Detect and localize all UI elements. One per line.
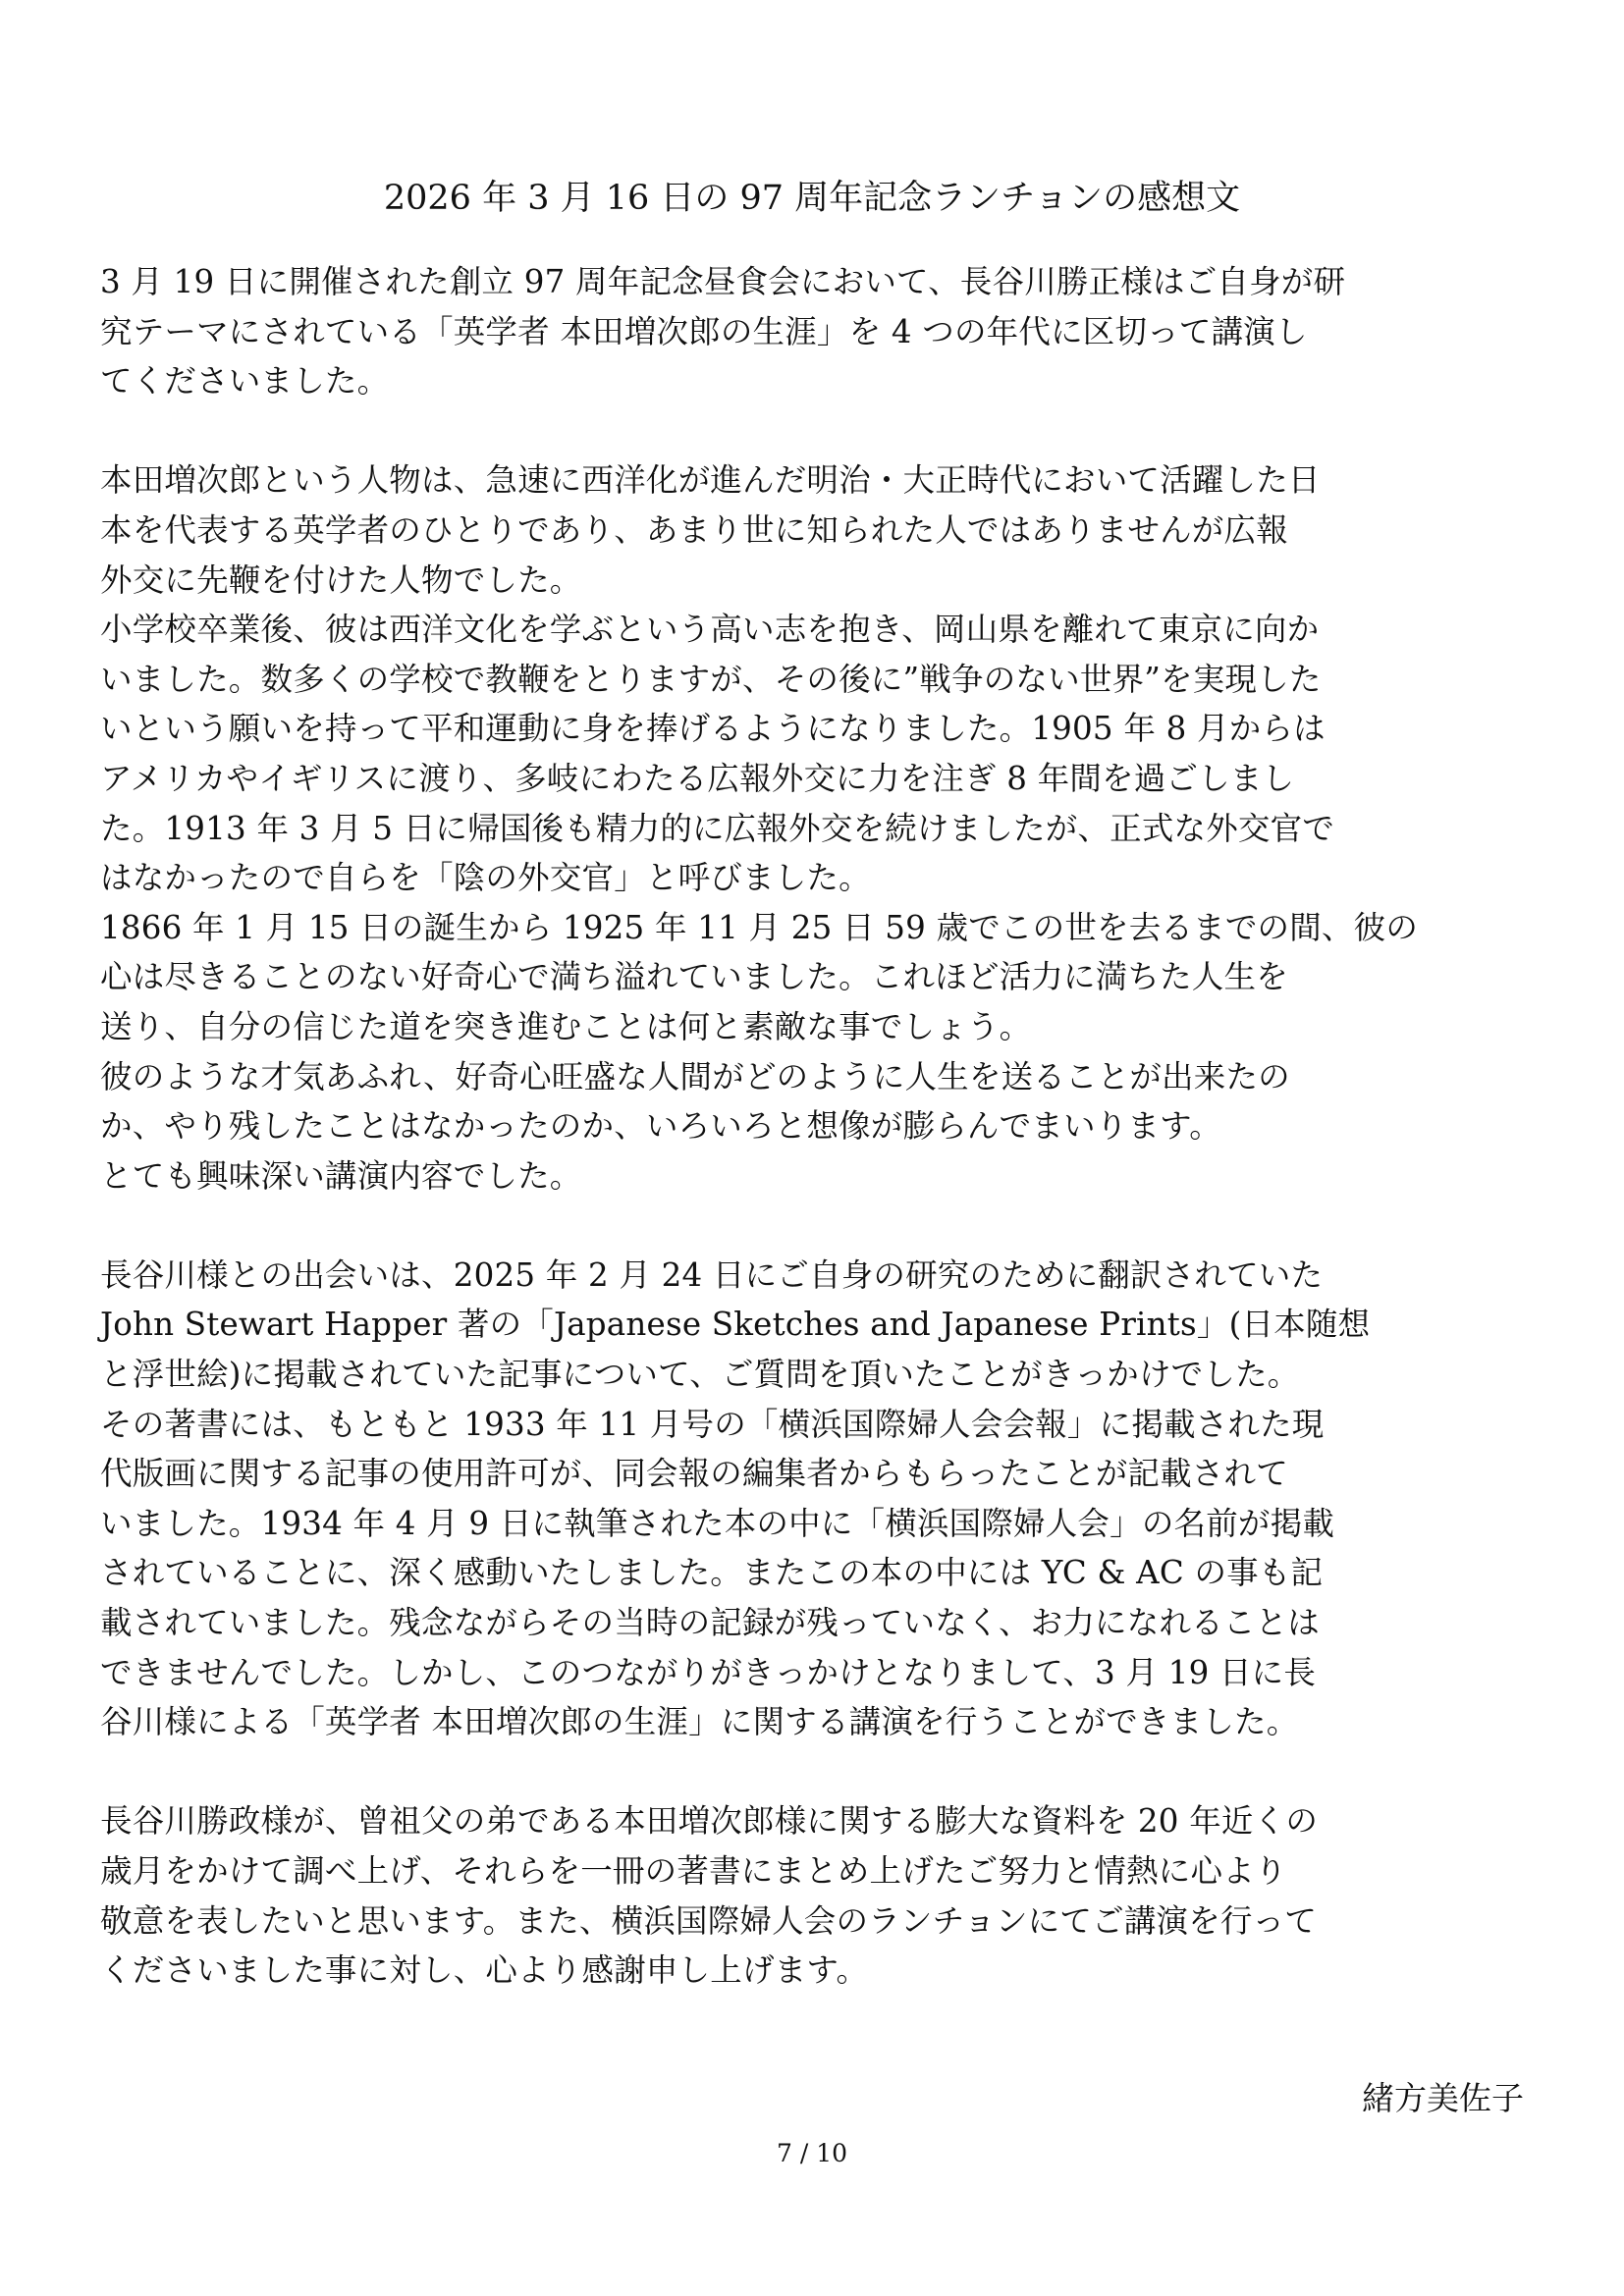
- text-line: 究テーマにされている「英学者 本田増次郎の生涯」を 4 つの年代に区切って講演し: [100, 312, 1308, 350]
- text-line: 彼のような才気あふれ、好奇心旺盛な人間がどのように人生を送ることが出来たの: [100, 1057, 1290, 1095]
- text-line: その著書には、もともと 1933 年 11 月号の「横浜国際婦人会会報」に掲載された現: [100, 1405, 1325, 1443]
- paragraph: [100, 1796, 1534, 1995]
- paragraph: [100, 1251, 1534, 1747]
- text-line: 敬意を表したいと思います。また、横浜国際婦人会のランチョンにてご講演を行って: [100, 1901, 1318, 1940]
- text-line: できませんでした。しかし、このつながりがきっかけとなりまして、3 月 19 日に長: [100, 1653, 1317, 1691]
- text-line: いという願いを持って平和運動に身を捧げるようになりました。1905 年 8 月からは: [100, 710, 1326, 748]
- text-line: か、やり残したことはなかったのか、いろいろと想像が膨らんでまいります。: [100, 1107, 1221, 1146]
- text-line: 長谷川勝政様が、曾祖父の弟である本田増次郎様に関する膨大な資料を 20 年近くの: [100, 1802, 1319, 1841]
- page-number: 7 / 10: [776, 2139, 848, 2167]
- text-line: いました。数多くの学校で教鞭をとりますが、その後に”戦争のない世界”を実現した: [100, 660, 1322, 698]
- text-line: 外交に先鞭を付けた人物でした。: [100, 561, 582, 599]
- paragraph-gap: [100, 1201, 1534, 1251]
- text-line: 本を代表する英学者のひとりであり、あまり世に知られた人ではありませんが広報: [100, 510, 1288, 549]
- text-line: 小学校卒業後、彼は西洋文化を学ぶという高い志を抱き、岡山県を離れて東京に向か: [100, 611, 1320, 649]
- text-line: た。1913 年 3 月 5 日に帰国後も精力的に広報外交を続けましたが、正式な外交官で: [100, 809, 1335, 847]
- text-line: と浮世絵)に掲載されていた記事について、ご質問を頂いたことがきっかけでした。: [100, 1356, 1300, 1394]
- author-signature: 緒方美佐子: [1362, 2079, 1524, 2117]
- text-line: John Stewart Happer 著の「Japanese Sketches and Japanese Prints」(日本随想: [100, 1306, 1371, 1344]
- text-line: 3 月 19 日に開催された創立 97 周年記念昼食会において、長谷川勝正様はご自身が研: [100, 263, 1346, 300]
- text-line: はなかったので自らを「陰の外交官」と呼びました。: [100, 859, 871, 897]
- text-line: 代版画に関する記事の使用許可が、同会報の編集者からもらったことが記載されて: [100, 1455, 1288, 1493]
- document-title: 2026 年 3 月 16 日の 97 周年記念ランチョンの感想文: [383, 179, 1241, 218]
- text-line: いました。1934 年 4 月 9 日に執筆された本の中に「横浜国際婦人会」の名前が掲載: [100, 1504, 1335, 1542]
- paragraph: [100, 455, 1534, 1201]
- text-line: 長谷川様との出会いは、2025 年 2 月 24 日にご自身の研究のために翻訳されていた: [100, 1255, 1324, 1294]
- text-line: 歳月をかけて調べ上げ、それらを一冊の著書にまとめ上げたご努力と情熱に心より: [100, 1852, 1287, 1890]
- text-line: てくださいました。: [100, 362, 390, 400]
- text-line: 谷川様による「英学者 本田増次郎の生涯」に関する講演を行うことができました。: [100, 1703, 1299, 1741]
- text-line: 本田増次郎という人物は、急速に西洋化が進んだ明治・大正時代において活躍した日: [100, 461, 1321, 500]
- text-line: 1866 年 1 月 15 日の誕生から 1925 年 11 月 25 日 59 歳でこの世を去るまでの間、彼の: [100, 908, 1419, 946]
- text-line: とても興味深い講演内容でした。: [100, 1156, 582, 1195]
- text-line: 心は尽きることのない好奇心で満ち溢れていました。これほど活力に満ちた人生を: [100, 958, 1288, 996]
- text-line: 載されていました。残念ながらその当時の記録が残っていなく、お力になれることは: [100, 1604, 1320, 1642]
- paragraph-gap: [100, 406, 1534, 456]
- text-line: くださいました事に対し、心より感謝申し上げます。: [100, 1951, 869, 1990]
- paragraph-gap: [100, 1747, 1534, 1797]
- text-line: されていることに、深く感動いたしました。またこの本の中には YC & AC の事も記: [100, 1554, 1324, 1592]
- text-line: アメリカやイギリスに渡り、多岐にわたる広報外交に力を注ぎ 8 年間を過ごしまし: [100, 759, 1295, 797]
- document-body: [100, 257, 1534, 1996]
- paragraph: [100, 257, 1534, 406]
- text-line: 送り、自分の信じた道を突き進むことは何と素敵な事でしょう。: [100, 1007, 1032, 1045]
